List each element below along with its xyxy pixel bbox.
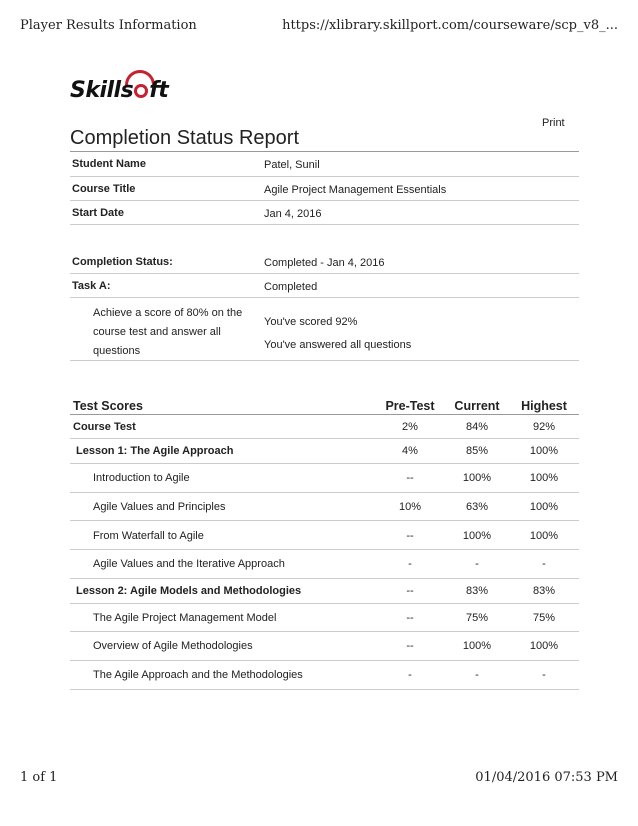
pre-test-score: --	[406, 585, 414, 597]
course-title-row	[70, 177, 579, 201]
completion-status-row	[70, 249, 579, 274]
task-desc-line: course test and answer all	[93, 326, 221, 338]
highest-score: -	[542, 669, 546, 681]
start-date-row	[70, 201, 579, 225]
highest-score: 100%	[529, 501, 559, 513]
topic-name: Agile Values and Principles	[93, 501, 226, 513]
course-title-value: Agile Project Management Essentials	[264, 184, 447, 196]
highest-score: -	[542, 558, 546, 570]
logo-o-icon	[134, 84, 148, 98]
completion-status-value: Completed - Jan 4, 2016	[264, 257, 385, 269]
current-score: 100%	[462, 640, 492, 652]
table-row	[70, 604, 579, 632]
pre-test-score: --	[406, 640, 414, 652]
task-desc-line: questions	[93, 345, 141, 357]
print-timestamp: 01/04/2016 07:53 PM	[475, 770, 618, 785]
table-row	[70, 439, 579, 464]
current-score: 83%	[465, 585, 489, 597]
topic-name: The Agile Approach and the Methodologies	[93, 669, 303, 681]
current-score: 85%	[465, 445, 489, 457]
task-label: Task A:	[72, 280, 111, 292]
course-title-label: Course Title	[72, 183, 136, 195]
logo-text-start: Skills	[70, 78, 134, 103]
table-row	[70, 415, 579, 439]
table-row	[70, 521, 579, 550]
completion-status-table	[70, 249, 579, 361]
lesson-name: Lesson 1: The Agile Approach	[76, 445, 234, 457]
highest-score: 100%	[529, 640, 559, 652]
lesson-name: Lesson 2: Agile Models and Methodologies	[76, 585, 302, 597]
page-number: 1 of 1	[20, 770, 58, 785]
task-description	[93, 304, 242, 361]
highest-heading: Highest	[521, 399, 567, 413]
start-date-value: Jan 4, 2016	[264, 208, 322, 220]
current-heading: Current	[454, 399, 500, 413]
student-name-value: Patel, Sunil	[264, 159, 320, 171]
start-date-label: Start Date	[72, 207, 124, 219]
task-desc-line: Achieve a score of 80% on the	[93, 307, 243, 319]
pre-test-score: --	[406, 472, 414, 484]
page-title: Completion Status Report	[70, 127, 300, 149]
highest-score: 100%	[529, 472, 559, 484]
print-link[interactable]: Print	[542, 117, 565, 129]
current-score: -	[475, 558, 479, 570]
topic-name: Introduction to Agile	[93, 472, 190, 484]
task-result-questions: You've answered all questions	[264, 339, 412, 351]
skillsoft-logo	[70, 72, 190, 106]
task-row	[70, 274, 579, 298]
pre-test-heading: Pre-Test	[385, 399, 435, 413]
highest-score: 83%	[532, 585, 556, 597]
pre-test-score: --	[406, 530, 414, 542]
pre-test-score: 4%	[402, 445, 418, 457]
current-score: -	[475, 669, 479, 681]
current-score: 75%	[465, 612, 489, 624]
student-info-table	[70, 151, 579, 225]
current-score: 100%	[462, 472, 492, 484]
task-results	[264, 311, 411, 357]
highest-score: 100%	[529, 445, 559, 457]
table-row	[70, 632, 579, 661]
pre-test-score: 10%	[398, 501, 422, 513]
topic-name: From Waterfall to Agile	[93, 530, 204, 542]
current-score: 63%	[465, 501, 489, 513]
pre-test-score: --	[406, 612, 414, 624]
table-row	[70, 661, 579, 690]
pre-test-score: 2%	[402, 421, 418, 433]
test-scores-heading: Test Scores	[73, 399, 143, 413]
student-name-row	[70, 152, 579, 177]
table-row	[70, 493, 579, 521]
browser-print-header-url: https://xlibrary.skillport.com/courseware/scp_v8_...	[282, 18, 618, 33]
topic-name: Overview of Agile Methodologies	[93, 640, 253, 652]
student-name-label: Student Name	[72, 158, 146, 170]
highest-score: 100%	[529, 530, 559, 542]
table-row	[70, 464, 579, 493]
test-scores-header	[70, 396, 579, 415]
topic-name: The Agile Project Management Model	[93, 612, 277, 624]
browser-print-header-title: Player Results Information	[20, 18, 197, 33]
topic-name: Agile Values and the Iterative Approach	[93, 558, 285, 570]
task-value: Completed	[264, 281, 318, 293]
task-result-score: You've scored 92%	[264, 316, 358, 328]
current-score: 84%	[465, 421, 489, 433]
task-detail-row	[70, 298, 579, 361]
pre-test-score: -	[408, 669, 412, 681]
pre-test-score: -	[408, 558, 412, 570]
test-name: Course Test	[73, 421, 136, 433]
highest-score: 92%	[532, 421, 556, 433]
table-row	[70, 550, 579, 579]
table-row	[70, 579, 579, 604]
current-score: 100%	[462, 530, 492, 542]
completion-status-label: Completion Status:	[72, 256, 173, 268]
logo-text-end: ft	[149, 78, 169, 103]
highest-score: 75%	[532, 612, 556, 624]
